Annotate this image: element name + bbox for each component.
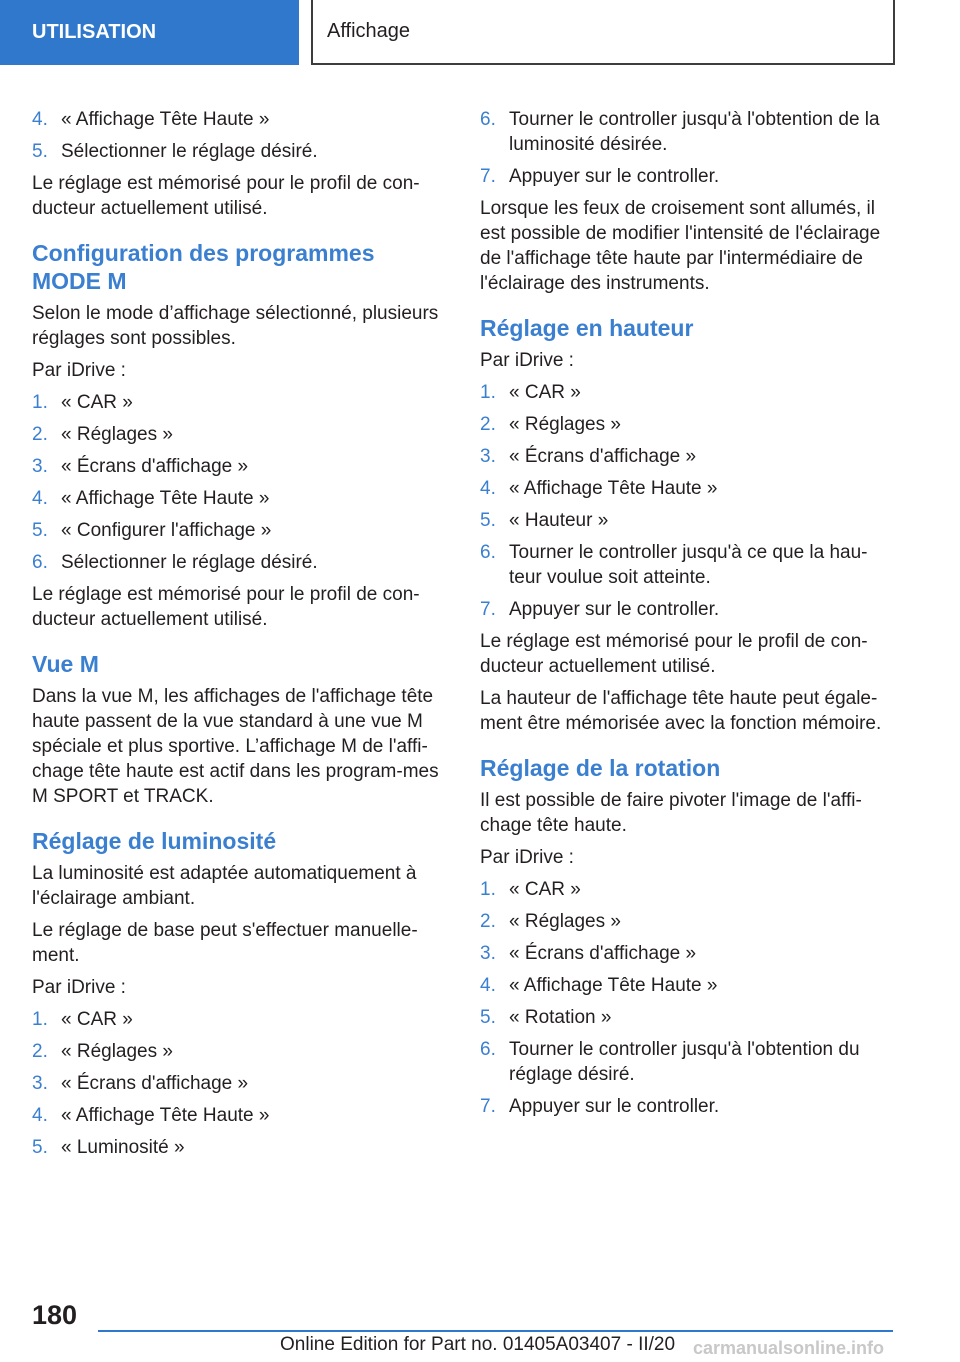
list-item <box>32 454 442 479</box>
list-item-text: « Rotation » <box>509 1007 612 1028</box>
chapter-header <box>311 0 895 65</box>
list-item-number: 4. <box>32 109 48 130</box>
list-item-text: « Affichage Tête Haute » <box>61 109 270 130</box>
paragraph: Par iDrive : <box>480 350 574 371</box>
left-column <box>32 103 442 1167</box>
list-item-text: « Écrans d'affichage » <box>509 943 697 964</box>
list-item-text: « Réglages » <box>61 424 173 445</box>
list-item-text: « CAR » <box>509 879 581 900</box>
right-column <box>480 103 890 1126</box>
list-item-number: 4. <box>480 975 496 996</box>
steps-list <box>32 107 442 164</box>
list-item-number: 4. <box>32 1105 48 1126</box>
list-item-text: « Affichage Tête Haute » <box>509 478 718 499</box>
paragraph: Le réglage est mémorisé pour le profil de con-ducteur actuellement utilisé. <box>32 584 420 630</box>
list-item-text: « Affichage Tête Haute » <box>61 488 270 509</box>
list-item-number: 6. <box>32 552 48 573</box>
steps-list <box>480 107 890 189</box>
list-item <box>32 1103 442 1128</box>
list-item-number: 6. <box>480 542 496 563</box>
list-item-text: Tourner le controller jusqu'à l'obtention du réglage désiré. <box>509 1039 860 1085</box>
list-item-text: « Configurer l'affichage » <box>61 520 272 541</box>
list-item-number: 2. <box>32 1041 48 1062</box>
paragraph: Lorsque les feux de croisement sont allumés, il est possible de modifier l'intensité de l'éclairage de l'affichage tête haute par l'intermédiaire de l'éclairage des instruments. <box>480 198 881 294</box>
list-item <box>480 909 890 934</box>
list-item <box>32 422 442 447</box>
list-item <box>32 1007 442 1032</box>
list-item-number: 2. <box>480 911 496 932</box>
steps-list <box>480 380 890 622</box>
edition-info: Online Edition for Part no. 01405A03407 - II/20 <box>280 1334 676 1355</box>
steps-list <box>32 390 442 575</box>
list-item-number: 5. <box>480 510 496 531</box>
list-item <box>32 139 442 164</box>
list-item-text: « Affichage Tête Haute » <box>509 975 718 996</box>
list-item <box>480 380 890 405</box>
paragraph: Selon le mode d’affichage sélectionné, plusieurs réglages sont possibles. <box>32 303 439 349</box>
list-item-number: 3. <box>480 446 496 467</box>
list-item-number: 4. <box>32 488 48 509</box>
list-item <box>32 550 442 575</box>
list-item-text: Tourner le controller jusqu'à l'obtention de la luminosité désirée. <box>509 109 880 155</box>
list-item-number: 3. <box>32 456 48 477</box>
list-item <box>32 107 442 132</box>
list-item-text: « CAR » <box>61 1009 133 1030</box>
paragraph: Il est possible de faire pivoter l'image de l'affi-chage tête haute. <box>480 790 862 836</box>
list-item-number: 2. <box>480 414 496 435</box>
paragraph: Le réglage de base peut s'effectuer manuelle-ment. <box>32 920 418 966</box>
list-item <box>480 476 890 501</box>
list-item-text: « Réglages » <box>61 1041 173 1062</box>
list-item-text: « CAR » <box>61 392 133 413</box>
section-title: UTILISATION <box>32 21 157 43</box>
list-item <box>480 540 890 590</box>
list-item-number: 6. <box>480 1039 496 1060</box>
list-item-number: 3. <box>480 943 496 964</box>
section-heading-vue-m: Vue M <box>32 651 99 677</box>
list-item-number: 1. <box>480 382 496 403</box>
list-item-number: 1. <box>32 1009 48 1030</box>
list-item <box>480 1005 890 1030</box>
list-item-text: Sélectionner le réglage désiré. <box>61 552 318 573</box>
list-item-text: Appuyer sur le controller. <box>509 166 720 187</box>
list-item-text: « Luminosité » <box>61 1137 185 1158</box>
footer-divider <box>98 1330 893 1332</box>
list-item <box>32 390 442 415</box>
paragraph: La hauteur de l'affichage tête haute peut égale-ment être mémorisée avec la fonction mémoire. <box>480 688 882 734</box>
chapter-title: Affichage <box>327 20 411 42</box>
list-item-number: 7. <box>480 166 496 187</box>
list-item-text: Appuyer sur le controller. <box>509 1096 720 1117</box>
list-item <box>480 973 890 998</box>
list-item <box>480 941 890 966</box>
list-item <box>480 508 890 533</box>
list-item <box>480 107 890 157</box>
paragraph: Dans la vue M, les affichages de l'affichage tête haute passent de la vue standard à une vue M spéciale et plus sportive. L’affichage M de l'affi-chage tête haute est actif dans les program-mes M SPORT et TRACK. <box>32 686 439 807</box>
list-item <box>480 1037 890 1087</box>
steps-list <box>32 1007 442 1160</box>
list-item-number: 6. <box>480 109 496 130</box>
list-item-number: 3. <box>32 1073 48 1094</box>
list-item <box>480 1094 890 1119</box>
list-item-text: Tourner le controller jusqu'à ce que la hau-teur voulue soit atteinte. <box>509 542 868 588</box>
section-heading-hauteur: Réglage en hauteur <box>480 315 694 341</box>
list-item-number: 5. <box>480 1007 496 1028</box>
list-item <box>480 877 890 902</box>
list-item-text: « Écrans d'affichage » <box>61 456 249 477</box>
list-item-number: 5. <box>32 1137 48 1158</box>
list-item-number: 1. <box>32 392 48 413</box>
list-item <box>32 1135 442 1160</box>
list-item <box>32 1039 442 1064</box>
paragraph: Par iDrive : <box>32 360 126 381</box>
list-item-text: « Écrans d'affichage » <box>61 1073 249 1094</box>
list-item-number: 1. <box>480 879 496 900</box>
list-item-text: Sélectionner le réglage désiré. <box>61 141 318 162</box>
list-item-number: 4. <box>480 478 496 499</box>
list-item-number: 5. <box>32 141 48 162</box>
list-item-text: « Réglages » <box>509 911 621 932</box>
list-item <box>480 164 890 189</box>
section-heading-rotation: Réglage de la rotation <box>480 755 721 781</box>
list-item <box>32 486 442 511</box>
paragraph: Le réglage est mémorisé pour le profil de con-ducteur actuellement utilisé. <box>480 631 868 677</box>
list-item-text: « Écrans d'affichage » <box>509 446 697 467</box>
list-item <box>480 412 890 437</box>
paragraph: Le réglage est mémorisé pour le profil de con-ducteur actuellement utilisé. <box>32 173 420 219</box>
list-item-number: 2. <box>32 424 48 445</box>
section-header <box>0 0 299 65</box>
list-item-text: « Affichage Tête Haute » <box>61 1105 270 1126</box>
watermark: carmanualsonline.info <box>693 1338 885 1358</box>
list-item-text: « Hauteur » <box>509 510 609 531</box>
list-item-number: 7. <box>480 599 496 620</box>
page-number: 180 <box>32 1300 78 1330</box>
section-heading-config: Configuration des programmes MODE M <box>32 240 375 294</box>
list-item-text: « Réglages » <box>509 414 621 435</box>
steps-list <box>480 877 890 1119</box>
section-heading-luminosite: Réglage de luminosité <box>32 828 277 854</box>
list-item <box>32 1071 442 1096</box>
paragraph: La luminosité est adaptée automatiquement à l'éclairage ambiant. <box>32 863 417 909</box>
paragraph: Par iDrive : <box>32 977 126 998</box>
list-item-text: « CAR » <box>509 382 581 403</box>
list-item <box>32 518 442 543</box>
list-item-number: 7. <box>480 1096 496 1117</box>
list-item <box>480 444 890 469</box>
list-item <box>480 597 890 622</box>
list-item-number: 5. <box>32 520 48 541</box>
list-item-text: Appuyer sur le controller. <box>509 599 720 620</box>
paragraph: Par iDrive : <box>480 847 574 868</box>
